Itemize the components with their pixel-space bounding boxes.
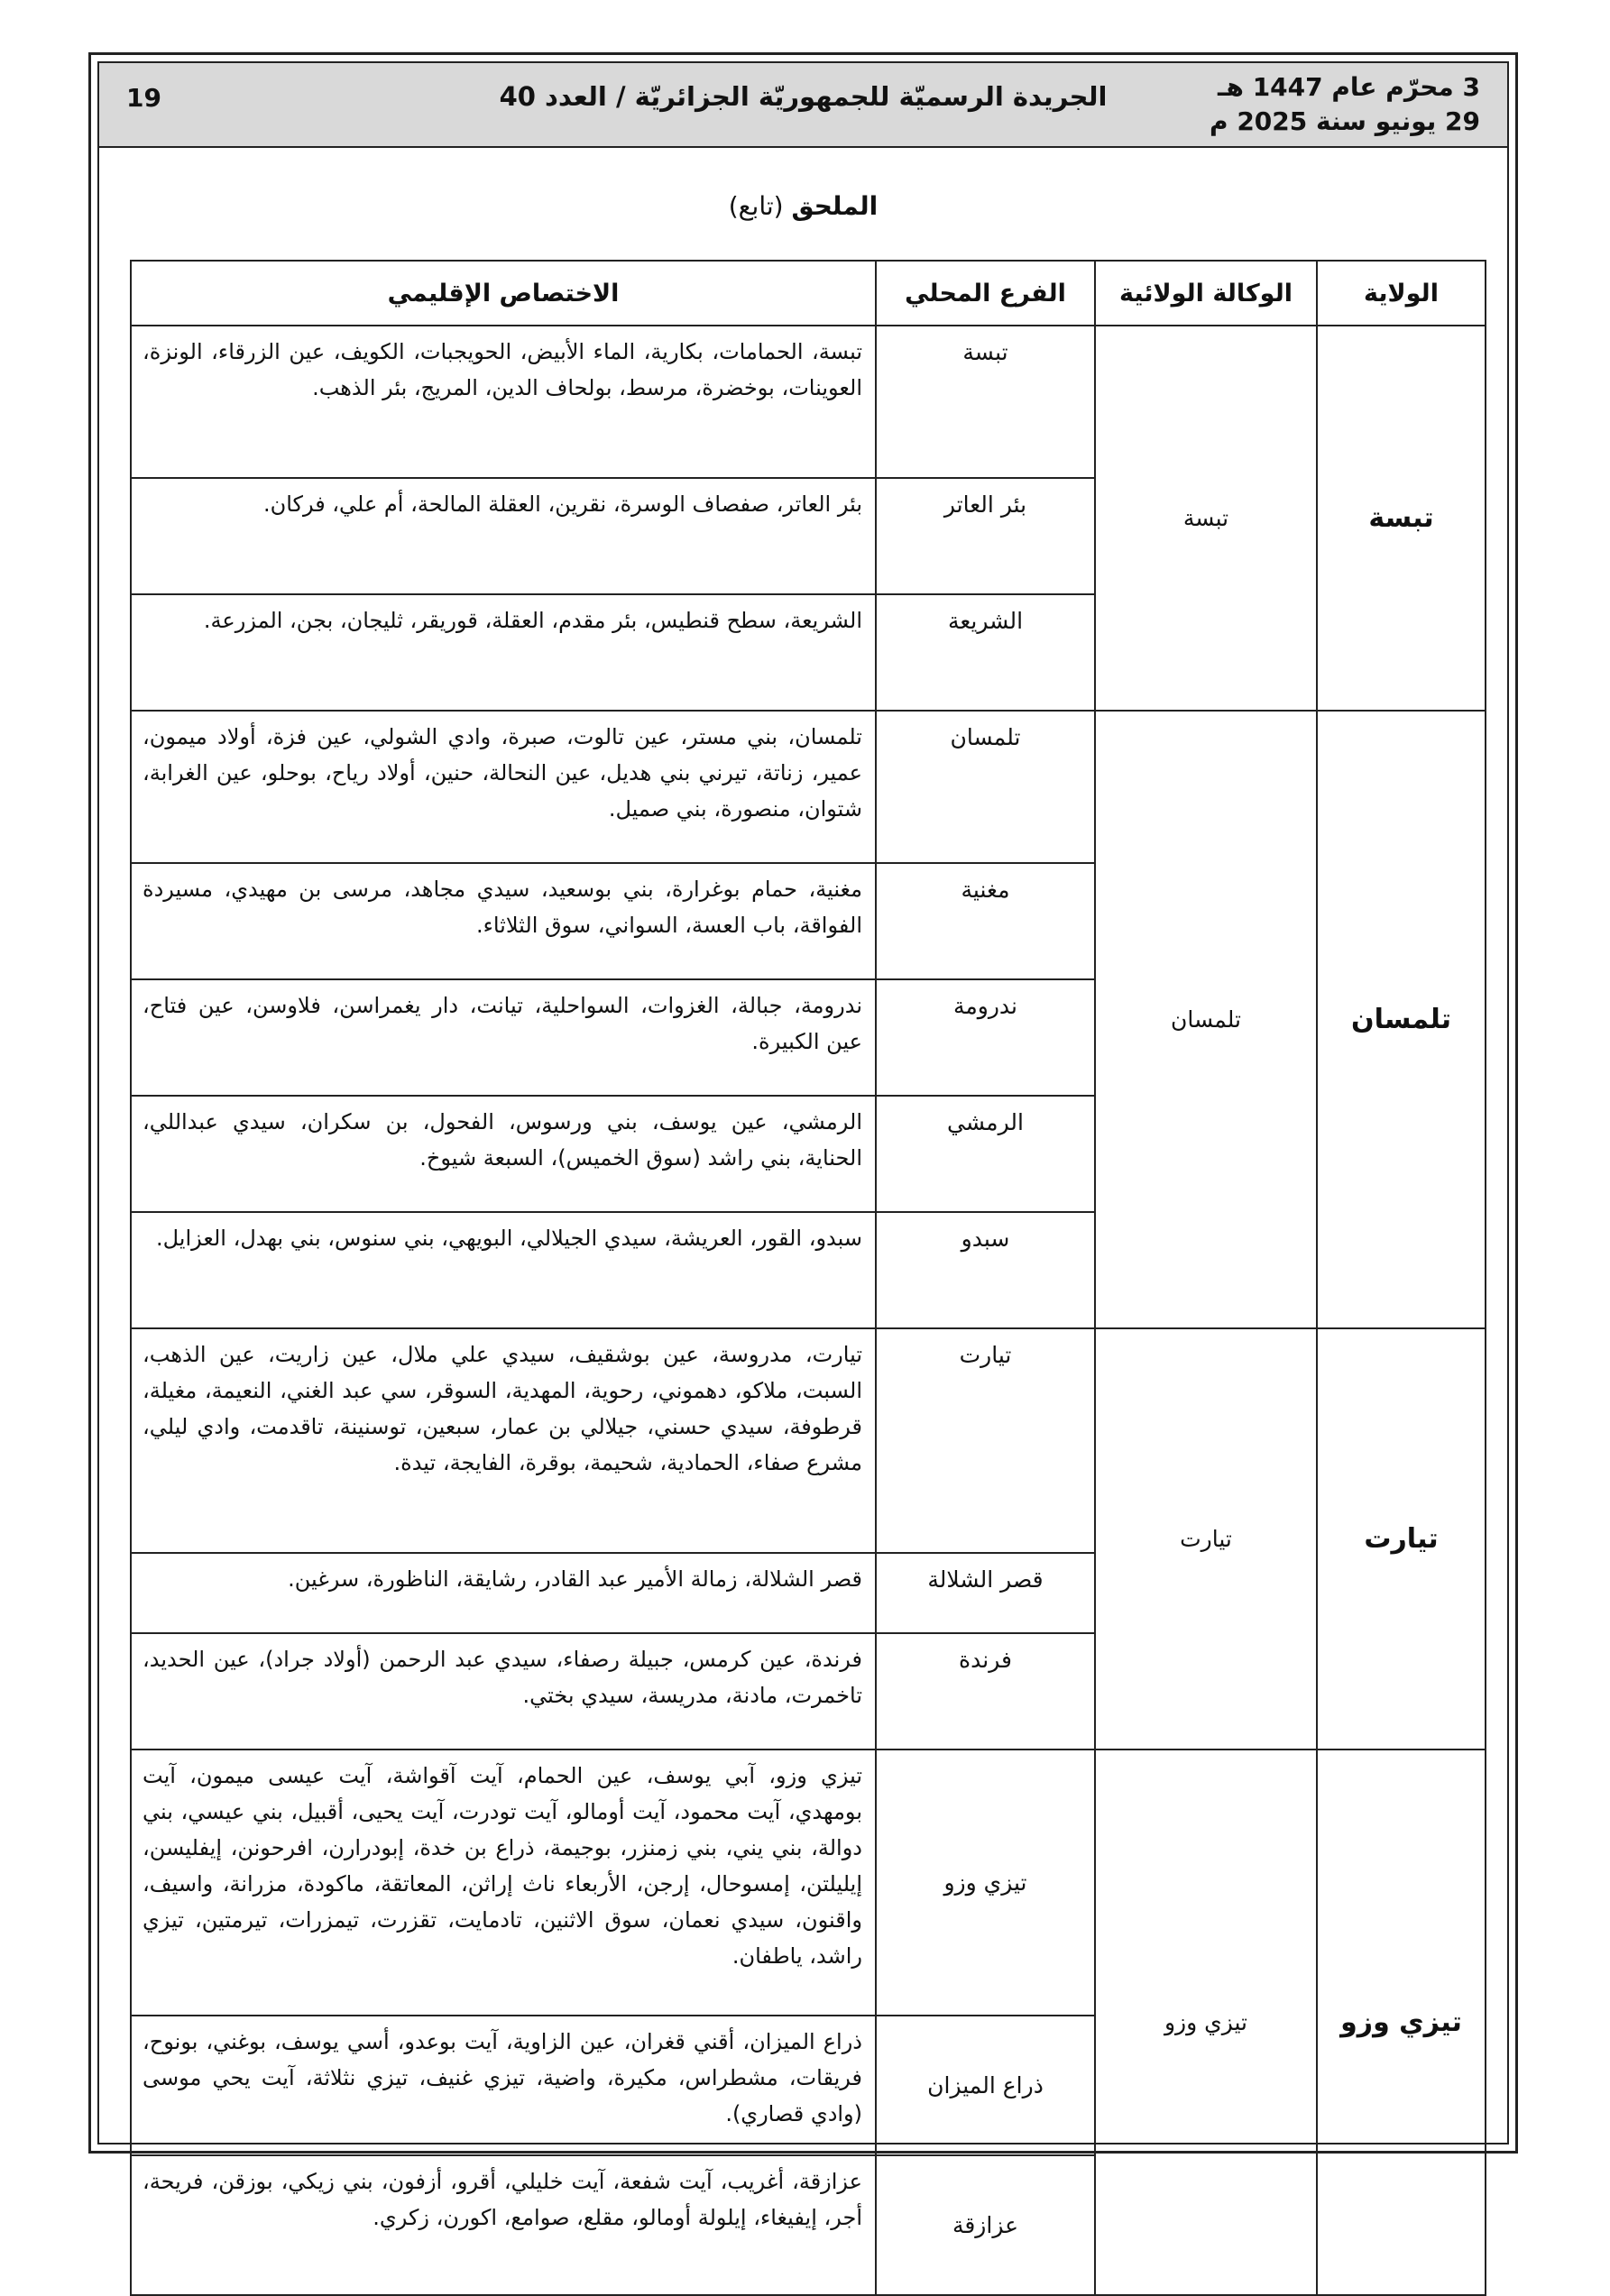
agency-cell: تبسة: [1095, 326, 1317, 711]
gazette-header: [99, 63, 1507, 148]
agency-cell: تيزي وزو: [1095, 1750, 1317, 2295]
annex-title: [99, 191, 1507, 221]
scope-cell: تيزي وزو، آبي يوسف، عين الحمام، آيت آقواشة، آيت عيسى ميمون، آيت بومهدي، آيت محمود، آيت أومالو، آيت تودرت، آيت يحيى، أقبيل، بني عيسي، بني دوالة، بني يني، بني زمنزر، بوجيمة، ذراع بن خدة، إبودرارن، افرحونن، إيفليسن، إيليلتن، إمسوحال، إرجن، الأربعاء ناث إراثن، المعاتقة، ماكودة، مزرانة، واسيف، واقنون، سيدي نعمان، سوق الاثنين، تادمايت، تقزرت، تيمزرات، تيرمتين، تيزي راشد، ياطفان.: [131, 1750, 876, 2016]
branch-cell: سبدو: [876, 1212, 1095, 1328]
hijri-date: 3 محرّم عام 1447 هـ: [1217, 72, 1480, 102]
branch-cell: عزازقة: [876, 2155, 1095, 2295]
scope-cell: ندرومة، جبالة، الغزوات، السواحلية، تيانت، دار يغمراسن، فلاوسن، عين فتاح، عين الكبيرة.: [131, 979, 876, 1096]
branch-cell: تبسة: [876, 326, 1095, 478]
scope-cell: قصر الشلالة، زمالة الأمير عبد القادر، رشايقة، الناظورة، سرغين.: [131, 1553, 876, 1633]
branch-cell: قصر الشلالة: [876, 1553, 1095, 1633]
scope-cell: عزازقة، أغريب، آيت شفعة، آيت خليلي، أقرو، أزفون، بني زيكي، بوزقن، فريحة، أجر، إيفيغاء، إيلولة أومالو، مقلع، صوامع، اكورن، زكري.: [131, 2155, 876, 2295]
col-header-wilaya: الولاية: [1317, 261, 1486, 326]
scope-cell: الرمشي، عين يوسف، بني ورسوس، الفحول، بن سكران، سيدي عبداللي، الحناية، بني راشد (سوق الخميس)، السبعة شيوخ.: [131, 1096, 876, 1212]
gazette-title: الجريدة الرسميّة للجمهوريّة الجزائريّة / العدد 40: [499, 81, 1108, 112]
scope-cell: فرندة، عين كرمس، جبيلة رصفاء، سيدي عبد الرحمن (أولاد جراد)، عين الحديد، تاخمرت، مادنة، مدريسة، سيدي بختي.: [131, 1633, 876, 1750]
scope-cell: تبسة، الحمامات، بكارية، الماء الأبيض، الحويجبات، الكويف، عين الزرقاء، الونزة، العوينات، بوخضرة، مرسط، بولحاف الدين، المريج، بئر الذهب.: [131, 326, 876, 478]
wilaya-cell: تيارت: [1317, 1328, 1486, 1750]
wilaya-cell: تيزي وزو: [1317, 1750, 1486, 2295]
annex-subtitle: (تابع): [728, 191, 784, 221]
branch-cell: تيزي وزو: [876, 1750, 1095, 2016]
annex-title-text: الملحق: [791, 191, 879, 221]
branch-cell: الرمشي: [876, 1096, 1095, 1212]
wilaya-cell: تبسة: [1317, 326, 1486, 711]
branch-cell: تلمسان: [876, 711, 1095, 863]
table-row: [131, 1328, 1486, 1553]
scope-cell: مغنية، حمام بوغرارة، بني بوسعيد، سيدي مجاهد، مرسى بن مهيدي، مسيردة الفواقة، باب العسة، السواني، سوق الثلاثاء.: [131, 863, 876, 979]
scope-cell: تلمسان، بني مستر، عين تالوت، صبرة، وادي الشولي، عين فزة، أولاد ميمون، عمير، زناتة، تيرني بني هديل، عين النحالة، حنين، أولاد رياح، بوحلو، عين الغرابة، شتوان، منصورة، بني صميل.: [131, 711, 876, 863]
branch-cell: تيارت: [876, 1328, 1095, 1553]
gregorian-date: 29 يونيو سنة 2025 م: [1210, 106, 1480, 136]
wilaya-cell: تلمسان: [1317, 711, 1486, 1328]
table-row: [131, 326, 1486, 478]
table-header-row: [131, 261, 1486, 326]
scope-cell: سبدو، القور، العريشة، سيدي الجيلالي، البويهي، بني سنوس، بني بهدل، العزايل.: [131, 1212, 876, 1328]
branch-cell: الشريعة: [876, 594, 1095, 711]
page-number: 19: [126, 83, 161, 113]
table-row: [131, 711, 1486, 863]
col-header-scope: الاختصاص الإقليمي: [131, 261, 876, 326]
branch-cell: مغنية: [876, 863, 1095, 979]
col-header-branch: الفرع المحلي: [876, 261, 1095, 326]
branch-cell: ندرومة: [876, 979, 1095, 1096]
agency-cell: تيارت: [1095, 1328, 1317, 1750]
scope-cell: الشريعة، سطح قنطيس، بئر مقدم، العقلة، قوريقر، ثليجان، بجن، المزرعة.: [131, 594, 876, 711]
branch-cell: بئر العاتر: [876, 478, 1095, 594]
col-header-agency: الوكالة الولائية: [1095, 261, 1317, 326]
scope-cell: ذراع الميزان، أقني قغران، عين الزاوية، آيت بوعدو، أسي يوسف، بوغني، بونوح، فريقات، مشطراس، مكيرة، واضية، تيزي غنيف، تيزي نثلاثة، آيت يحي موسى (وادي قصاري).: [131, 2016, 876, 2155]
table-row: [131, 1750, 1486, 2016]
scope-cell: بئر العاتر، صفصاف الوسرة، نقرين، العقلة المالحة، أم علي، فركان.: [131, 478, 876, 594]
scope-cell: تيارت، مدروسة، عين بوشقيف، سيدي علي ملال، عين زاريت، عين الذهب، السبت، ملاكو، دهموني، رحوية، المهدية، السوقر، سي عبد الغني، النعيمة، مغيلة، قرطوفة، سيدي حسني، جيلالي بن عمار، سبعين، توسنينة، تاقدمت، وادي ليلي، مشرع صفاء، الحمادية، شحيمة، بوقرة، الفايجة، تيدة.: [131, 1328, 876, 1553]
branch-cell: فرندة: [876, 1633, 1095, 1750]
agency-cell: تلمسان: [1095, 711, 1317, 1328]
annex-table: [130, 260, 1486, 2296]
branch-cell: ذراع الميزان: [876, 2016, 1095, 2155]
